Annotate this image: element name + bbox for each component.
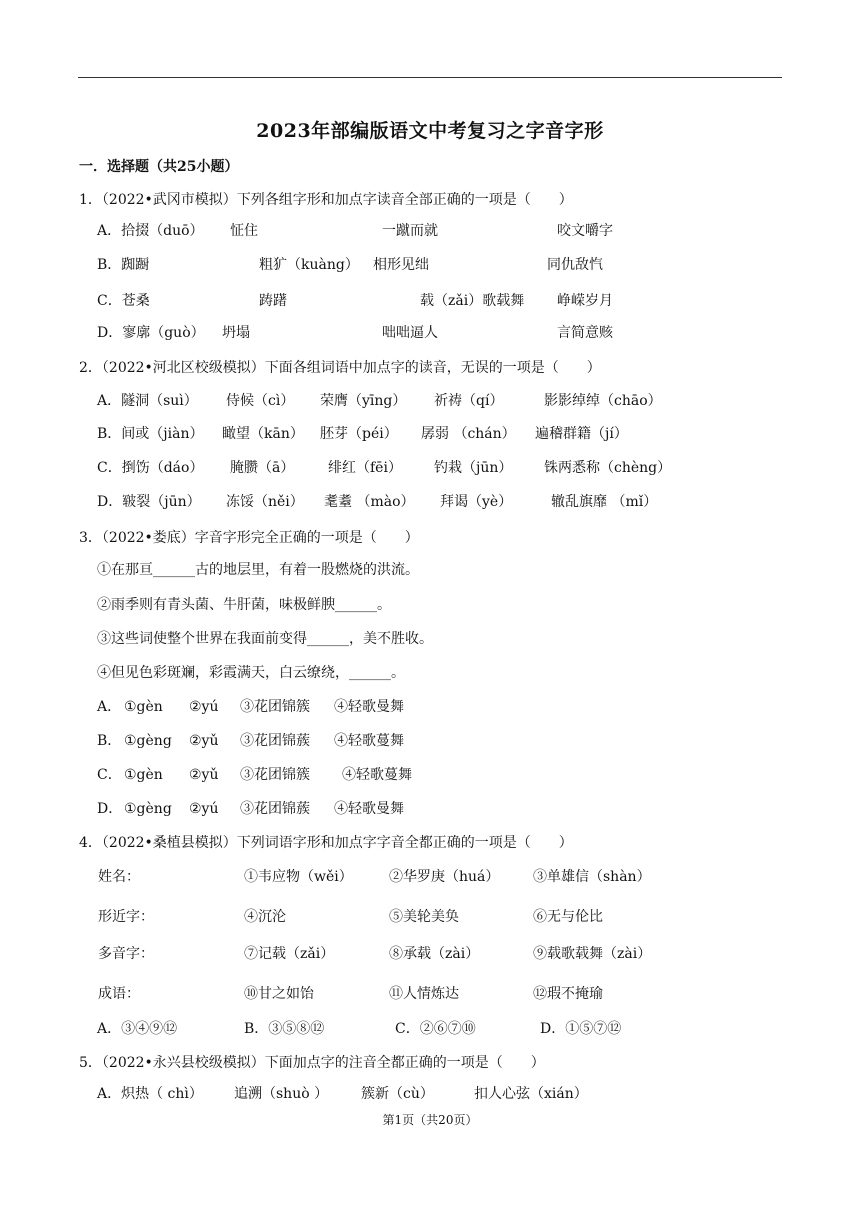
q2-option-c: C．捯饬（dáo） bbox=[97, 460, 204, 476]
q4-item-9: ⑨载歌载舞（zài） bbox=[533, 946, 652, 962]
q2-option-d-word4: 拜谒（yè） bbox=[440, 494, 513, 510]
q1-option-a-word2: 怔住 bbox=[230, 223, 258, 239]
q2-option-b-word4: 孱弱 （chán） bbox=[421, 426, 516, 442]
q4-option-b: B．③⑤⑧⑫ bbox=[244, 1021, 325, 1037]
q4-item-6: ⑥无与伦比 bbox=[533, 909, 603, 925]
q3-option-d-item4: ④轻歌曼舞 bbox=[334, 801, 404, 817]
q3-option-a-item4: ④轻歌曼舞 bbox=[334, 699, 404, 715]
q3-option-d-item2: ②yú bbox=[189, 801, 219, 817]
q4-option-c: C．②⑥⑦⑩ bbox=[395, 1021, 476, 1037]
q4-item-12: ⑫瑕不掩瑜 bbox=[533, 986, 603, 1002]
q2-option-a: A．隧洞（suì） bbox=[97, 393, 198, 409]
question-4-stem: 4．（2022•桑植县模拟）下列词语字形和加点字字音全都正确的一项是（ ） bbox=[79, 835, 573, 851]
q4-category-idiom: 成语： bbox=[98, 986, 140, 1002]
q4-item-11: ⑪人情炼达 bbox=[389, 986, 459, 1002]
q2-option-b-word5: 遍稽群籍（jí） bbox=[535, 426, 628, 442]
q3-option-b-item2: ②yǔ bbox=[189, 733, 219, 749]
question-3-stem: 3．（2022•娄底）字音字形完全正确的一项是（ ） bbox=[79, 530, 419, 546]
q1-option-c-word3: 载（zǎi）歌载舞 bbox=[420, 293, 525, 309]
q1-option-d-word4: 言简意赅 bbox=[557, 325, 613, 341]
q3-option-c-item3: ③花团锦簇 bbox=[240, 767, 310, 783]
section-heading: 一．选择题（共25小题） bbox=[79, 159, 239, 175]
q4-category-polyphone: 多音字： bbox=[98, 946, 154, 962]
q4-item-2: ②华罗庚（huá） bbox=[389, 869, 500, 885]
q3-option-b-item4: ④轻歌蔓舞 bbox=[334, 733, 404, 749]
q4-item-5: ⑤美轮美奂 bbox=[389, 909, 459, 925]
q2-option-c-word4: 钓栽（jūn） bbox=[434, 460, 513, 476]
q1-option-a: A．拾掇（duō） bbox=[97, 223, 204, 239]
q2-option-b-word3: 胚芽（péi） bbox=[320, 426, 398, 442]
q4-item-10: ⑩甘之如饴 bbox=[244, 986, 314, 1002]
q3-option-a-item2: ②yú bbox=[189, 699, 219, 715]
q2-option-a-word3: 荣膺（yīng） bbox=[320, 393, 407, 409]
q1-option-b: B．踟蹰 bbox=[97, 257, 150, 273]
q2-option-d-word2: 冻馁（něi） bbox=[226, 494, 304, 510]
q4-category-similar: 形近字： bbox=[98, 909, 154, 925]
q1-option-d: D．寥廓（guò） bbox=[97, 325, 205, 341]
q1-option-c-word4: 峥嵘岁月 bbox=[557, 293, 613, 309]
q1-option-d-word2: 坍塌 bbox=[222, 325, 250, 341]
q4-item-1: ①韦应物（wěi） bbox=[244, 869, 353, 885]
q5-option-a-word3: 簇新（cù） bbox=[361, 1086, 434, 1102]
q4-option-d: D．①⑤⑦⑫ bbox=[540, 1021, 622, 1037]
q3-option-d-item3: ③花团锦蔟 bbox=[240, 801, 310, 817]
q3-sentence-1: ①在那亘______古的地层里，有着一股燃烧的洪流。 bbox=[97, 562, 419, 578]
q2-option-c-word3: 绯红（fēi） bbox=[328, 460, 402, 476]
q5-option-a-word4: 扣人心弦（xián） bbox=[474, 1086, 588, 1102]
q3-sentence-4: ④但见色彩斑斓，彩霞满天，白云缭绕，______。 bbox=[97, 665, 405, 681]
q1-option-d-word3: 咄咄逼人 bbox=[382, 325, 438, 341]
q2-option-d-word3: 耄耋 （mào） bbox=[324, 494, 415, 510]
q3-option-b-label: B． bbox=[97, 733, 122, 749]
q2-option-d-word5: 辙乱旗靡 （mǐ） bbox=[551, 494, 658, 510]
q4-category-names: 姓名： bbox=[98, 869, 140, 885]
q3-option-c-item4: ④轻歌蔓舞 bbox=[342, 767, 412, 783]
q3-option-b-item1: ①gèng bbox=[124, 733, 172, 749]
q2-option-b-word2: 瞰望（kān） bbox=[222, 426, 304, 442]
q3-option-c-item2: ②yǔ bbox=[189, 767, 219, 783]
q3-option-a-label: A． bbox=[97, 699, 122, 715]
q3-option-c-label: C． bbox=[97, 767, 122, 783]
q5-option-a-word2: 追溯（shuò ） bbox=[234, 1086, 329, 1102]
q2-option-c-word2: 腌臜（ā） bbox=[230, 460, 295, 476]
q5-option-a: A．炽热（ chì） bbox=[97, 1086, 203, 1102]
q1-option-c-word2: 踌躇 bbox=[259, 293, 287, 309]
q4-item-3: ③单雄信（shàn） bbox=[533, 869, 651, 885]
q2-option-d: D．皲裂（jūn） bbox=[97, 494, 201, 510]
q3-sentence-3: ③这些词使整个世界在我面前变得______，美不胜收。 bbox=[97, 631, 433, 647]
q4-item-7: ⑦记载（zǎi） bbox=[244, 946, 335, 962]
header-rule bbox=[78, 77, 782, 78]
q3-option-b-item3: ③花团锦蔟 bbox=[240, 733, 310, 749]
q3-option-a-item1: ①gèn bbox=[124, 699, 163, 715]
q1-option-c: C．苍桑 bbox=[97, 293, 150, 309]
page-footer: 第1页（共20页） bbox=[382, 1113, 478, 1127]
q1-option-b-word3: 相形见绌 bbox=[373, 257, 429, 273]
q1-option-b-word2: 粗犷（kuàng） bbox=[259, 257, 359, 273]
q1-option-b-word4: 同仇敌忾 bbox=[547, 257, 603, 273]
q3-option-a-item3: ③花团锦簇 bbox=[240, 699, 310, 715]
question-1-stem: 1．（2022•武冈市模拟）下列各组字形和加点字读音全部正确的一项是（ ） bbox=[79, 192, 573, 208]
q3-option-d-item1: ①gèng bbox=[124, 801, 172, 817]
q3-sentence-2: ②雨季则有青头菌、牛肝菌，味极鲜腴______。 bbox=[97, 597, 391, 613]
q3-option-c-item1: ①gèn bbox=[124, 767, 163, 783]
page-title: 2023年部编版语文中考复习之字音字形 bbox=[256, 120, 604, 142]
q1-option-a-word4: 咬文嚼字 bbox=[557, 223, 613, 239]
q3-option-d-label: D． bbox=[97, 801, 123, 817]
q4-item-4: ④沉沦 bbox=[244, 909, 286, 925]
q1-option-a-word3: 一蹴而就 bbox=[382, 223, 438, 239]
question-2-stem: 2．（2022•河北区校级模拟）下面各组词语中加点字的读音，无误的一项是（ ） bbox=[79, 360, 601, 376]
q4-item-8: ⑧承载（zài） bbox=[389, 946, 480, 962]
q2-option-c-word5: 铢两悉称（chèng） bbox=[544, 460, 672, 476]
q2-option-a-word5: 影影绰绰（chāo） bbox=[544, 393, 662, 409]
q4-option-a: A．③④⑨⑫ bbox=[97, 1021, 178, 1037]
q2-option-b: B．间或（jiàn） bbox=[97, 426, 204, 442]
question-5-stem: 5．（2022•永兴县校级模拟）下面加点字的注音全都正确的一项是（ ） bbox=[79, 1055, 545, 1071]
q2-option-a-word2: 侍候（cì） bbox=[226, 393, 295, 409]
q2-option-a-word4: 祈祷（qí） bbox=[434, 393, 504, 409]
